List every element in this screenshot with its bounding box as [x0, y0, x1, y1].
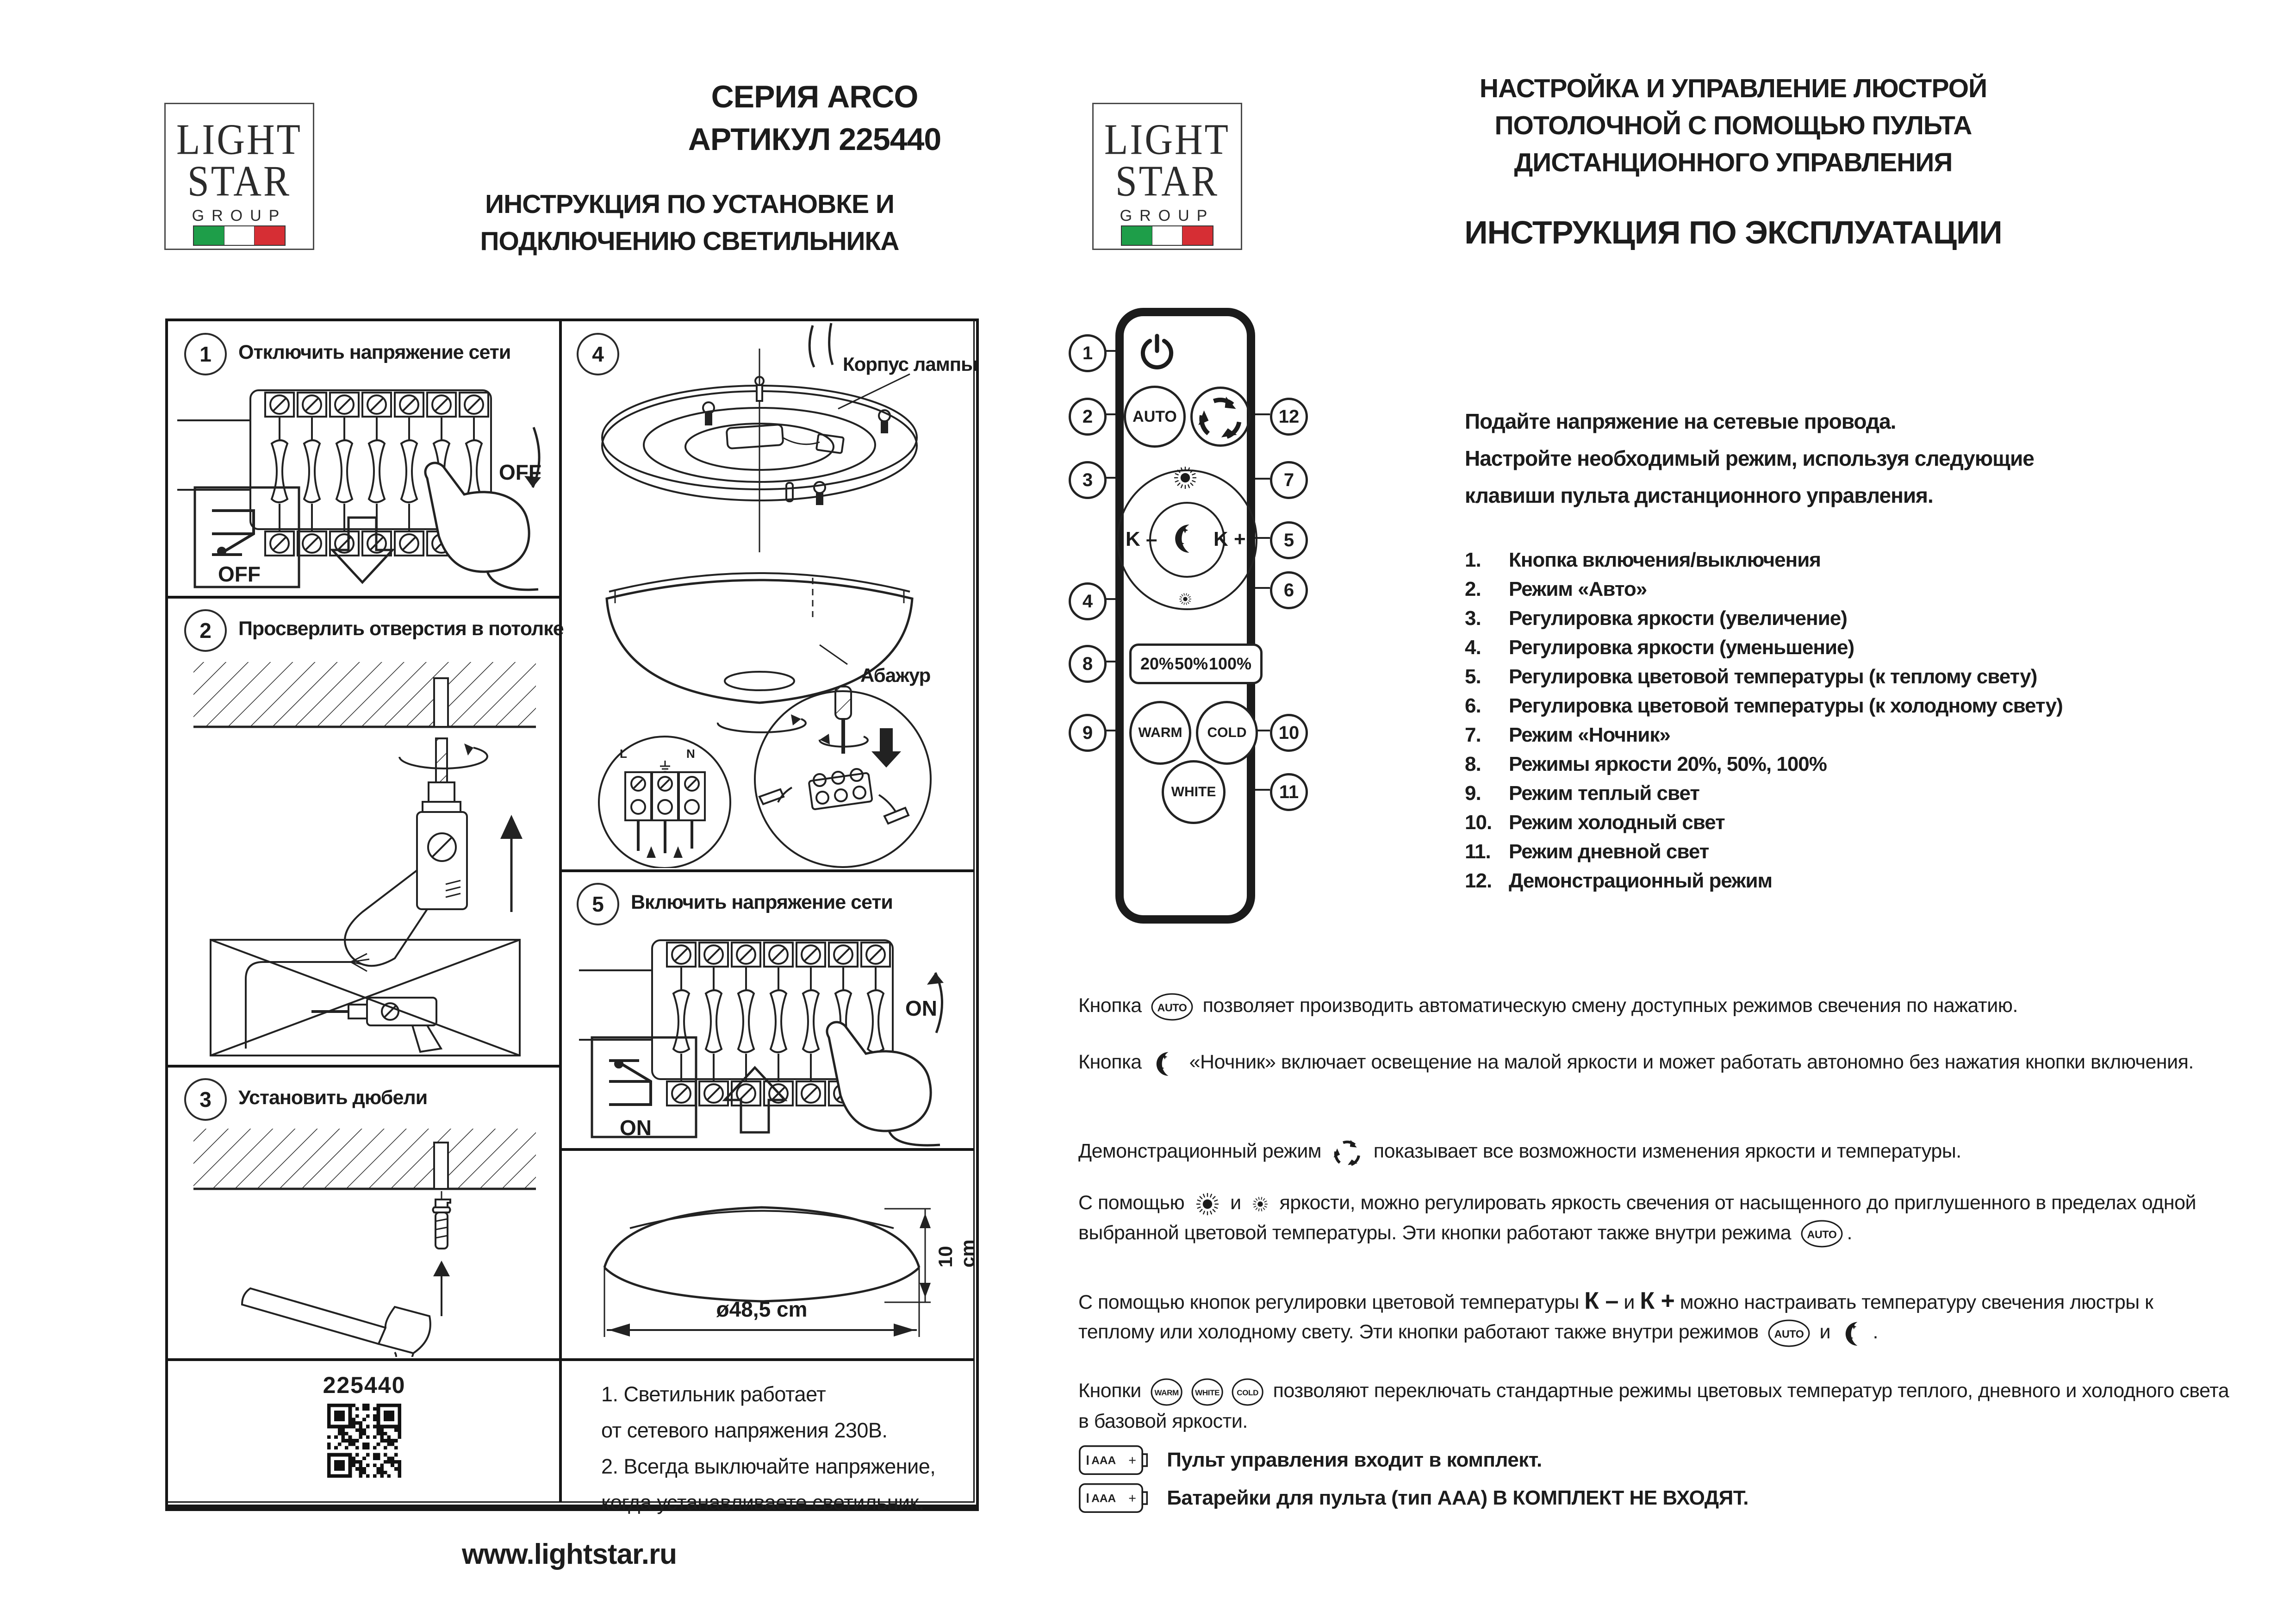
- step-1-panel: [167, 319, 562, 599]
- operation-subtitle: ИНСТРУКЦИЯ ПО ЭКСПЛУАТАЦИИ: [1464, 214, 2002, 250]
- list-item: [1465, 633, 2215, 662]
- svg-text:AUTO: AUTO: [1774, 1327, 1804, 1340]
- paragraph-text: Кнопка: [1078, 1051, 1147, 1073]
- night-mode-icon: [1168, 520, 1203, 556]
- white-button[interactable]: [1162, 760, 1226, 824]
- power-icon: [1136, 330, 1178, 372]
- paragraph-text: Кнопки: [1078, 1380, 1147, 1402]
- battery-aaa-icon: [1078, 1443, 1148, 1477]
- list-item-number: 11.: [1465, 840, 1491, 863]
- night-mode-icon[interactable]: [1168, 520, 1203, 556]
- list-item: [1465, 866, 2215, 895]
- paragraph-text: можно настраивать температуру свечения люстры к теплому или холодному свету. Эти кнопки работают также внутри режимов: [1078, 1291, 2153, 1343]
- off-label: OFF: [499, 460, 541, 484]
- white-button-icon: [1191, 1378, 1224, 1406]
- install-subtitle-2: ПОДКЛЮЧЕНИЮ СВЕТИЛЬНИКА: [480, 226, 899, 256]
- brightness-up-icon[interactable]: [1171, 464, 1199, 492]
- k-button-reference: К +: [1640, 1287, 1675, 1314]
- dimensions-panel: [559, 1148, 978, 1361]
- step-2-title: Просверлить отверстия в потолке: [238, 618, 564, 640]
- flag-red: [1182, 226, 1213, 245]
- warm-button-icon: [1150, 1378, 1183, 1406]
- list-item-text: Режим дневной свет: [1509, 840, 1709, 863]
- paragraph-3: [1078, 1135, 2231, 1169]
- list-item-number: 8.: [1465, 753, 1481, 775]
- callout-5: 5: [1270, 521, 1308, 559]
- list-item-number: 9.: [1465, 782, 1481, 805]
- power-icon: [1136, 330, 1178, 372]
- italian-flag-icon: [193, 225, 286, 246]
- cold-button[interactable]: [1196, 701, 1258, 765]
- article-title: АРТИКУЛ 225440: [688, 122, 941, 157]
- warm-button[interactable]: [1129, 701, 1191, 765]
- list-item-number: 1.: [1465, 549, 1481, 571]
- list-item-number: 2.: [1465, 578, 1481, 600]
- svg-text:WHITE: WHITE: [1195, 1388, 1220, 1397]
- power-button[interactable]: [1136, 330, 1178, 372]
- preset-50: 50%: [1174, 654, 1208, 673]
- warmpill-inline-icon: [1150, 1378, 1183, 1406]
- list-item-text: Регулировка яркости (уменьшение): [1509, 636, 1854, 659]
- terminal-l-label: L: [620, 747, 627, 761]
- step-3-title: Установить дюбели: [238, 1087, 428, 1109]
- paragraph-text: яркости, можно регулировать яркость свечения от насыщенного до приглушенного в пределах одной выбранной цветовой температуры. Эти кнопки работают также внутри режима: [1078, 1192, 2196, 1244]
- recycle-icon: [1193, 389, 1248, 444]
- list-item: [1465, 604, 2215, 633]
- paragraph-text: «Ночник» включает освещение на малой яркости и может работать автономно без нажатия кнопки включения.: [1184, 1051, 2194, 1073]
- logo-star: STAR: [1115, 157, 1219, 206]
- paragraph-2: [1078, 1047, 2231, 1078]
- lampshade-label: Абажур: [860, 664, 931, 686]
- battery-note-1: [1078, 1443, 1542, 1477]
- sun-dim-icon: [1177, 591, 1194, 607]
- paragraph-text: С помощью: [1078, 1192, 1190, 1214]
- list-item-number: 3.: [1465, 607, 1481, 630]
- battery-aaa-icon: [1078, 1481, 1148, 1515]
- list-item: [1465, 837, 2215, 866]
- lightstar-logo: [164, 103, 314, 250]
- step-4-number: 4: [577, 333, 619, 375]
- recycle-inline-icon: [1330, 1135, 1364, 1169]
- flag-white: [224, 226, 255, 245]
- step-5-number: 5: [577, 883, 619, 925]
- sunb-inline-icon: [1194, 1190, 1221, 1218]
- logo-star: STAR: [187, 157, 291, 206]
- svg-text:+: +: [1128, 1491, 1137, 1506]
- callout-6: 6: [1270, 571, 1308, 609]
- lamp-body-label: Корпус лампы: [843, 353, 977, 375]
- list-item-text: Регулировка яркости (увеличение): [1509, 607, 1847, 630]
- white-label: WHITE: [1171, 784, 1216, 800]
- svg-text:AUTO: AUTO: [1157, 1001, 1187, 1013]
- qr-code: [327, 1404, 401, 1478]
- svg-text:+: +: [1128, 1453, 1137, 1468]
- website-link: www.lightstar.ru: [462, 1538, 677, 1570]
- callout-7: 7: [1270, 461, 1308, 499]
- paragraph-4: [1078, 1188, 2231, 1248]
- list-item: [1465, 750, 2215, 779]
- list-item-text: Демонстрационный режим: [1509, 869, 1773, 892]
- list-item: [1465, 779, 2215, 808]
- callout-11: 11: [1270, 773, 1308, 811]
- remote-title-3: ДИСТАНЦИОННОГО УПРАВЛЕНИЯ: [1514, 148, 1953, 177]
- demo-button[interactable]: [1190, 387, 1251, 447]
- notes-panel: [559, 1358, 975, 1514]
- list-item-text: Режимы яркости 20%, 50%, 100%: [1509, 753, 1827, 775]
- recycle-icon: [1330, 1135, 1364, 1169]
- battery-note-2: [1078, 1481, 1748, 1515]
- autopill-inline-icon: [1767, 1319, 1811, 1348]
- sund-inline-icon: [1250, 1194, 1270, 1214]
- lamp-exploded-diagram: [560, 321, 971, 868]
- paragraph-text: и: [1225, 1192, 1247, 1214]
- k-minus-button[interactable]: K –: [1126, 528, 1157, 550]
- logo-group: GROUP: [1120, 207, 1215, 225]
- auto-button-icon: [1151, 993, 1194, 1021]
- terminal-n-label: N: [686, 747, 695, 761]
- autopill-inline-icon: [1800, 1219, 1843, 1248]
- callout-2: 2: [1069, 398, 1107, 436]
- recycle-icon: [1193, 389, 1248, 444]
- list-item: [1465, 720, 2215, 750]
- moon-inline-icon: [1151, 1049, 1180, 1078]
- drill-diagram: [168, 653, 558, 1063]
- remote-title-1: НАСТРОЙКА И УПРАВЛЕНИЕ ЛЮСТРОЙ: [1479, 74, 1987, 103]
- auto-button-icon: [1800, 1219, 1843, 1248]
- paragraph-text: и: [1814, 1321, 1836, 1343]
- intro-text: Подайте напряжение на сетевые провода. Настройте необходимый режим, используя следующие клавиши пульта дистанционного управления.: [1465, 409, 2034, 507]
- series-title: СЕРИЯ ARCO: [711, 79, 918, 114]
- list-item: [1465, 575, 2215, 604]
- paragraph-text: позволяет производить автоматическую смену доступных режимов свечения по нажатию.: [1197, 994, 2018, 1017]
- sun-bright-icon: [1171, 464, 1199, 492]
- height-dimension: 10 cm: [934, 1239, 978, 1268]
- coldpill-inline-icon: [1231, 1378, 1264, 1406]
- italian-flag-icon: [1121, 225, 1213, 246]
- auto-button[interactable]: [1124, 386, 1186, 448]
- paragraph-text: .: [1847, 1221, 1852, 1244]
- step-5-panel: [559, 869, 975, 1151]
- autopill-inline-icon: [1151, 993, 1194, 1021]
- svg-text:AAA: AAA: [1091, 1454, 1116, 1467]
- on-inset-label: ON: [620, 1116, 652, 1140]
- list-item-text: Режим «Авто»: [1509, 578, 1647, 600]
- paragraph-text: и: [1618, 1291, 1640, 1313]
- list-item-number: 12.: [1465, 869, 1492, 892]
- flag-green: [194, 226, 224, 245]
- install-subtitle-1: ИНСТРУКЦИЯ ПО УСТАНОВКЕ И: [485, 189, 894, 219]
- paragraph-1: [1078, 991, 2231, 1021]
- sun-bright-icon: [1194, 1190, 1221, 1218]
- step-3-panel: [167, 1065, 562, 1361]
- step-3-number: 3: [184, 1078, 227, 1121]
- auto-button-icon: [1767, 1319, 1811, 1348]
- list-item-text: Режим теплый свет: [1509, 782, 1699, 805]
- paragraph-6: [1078, 1376, 2231, 1436]
- lightstar-logo-2: [1092, 103, 1242, 250]
- notes-text: 1. Светильник работает от сетевого напряжения 230В. 2. Всегда выключайте напряжение, когда устанавливаете светильник.: [601, 1382, 936, 1514]
- logo-group: GROUP: [192, 207, 287, 225]
- list-item-number: 7.: [1465, 724, 1481, 746]
- moon-inline-icon: [1840, 1318, 1869, 1348]
- step-1-title: Отключить напряжение сети: [238, 341, 511, 363]
- list-item-number: 4.: [1465, 636, 1481, 659]
- battery-note-text: Пульт управления входит в комплект.: [1167, 1449, 1542, 1471]
- night-mode-icon: [1840, 1318, 1869, 1348]
- svg-text:COLD: COLD: [1237, 1388, 1258, 1397]
- auto-label: AUTO: [1132, 407, 1177, 425]
- list-item: [1465, 691, 2215, 720]
- logo-light: LIGHT: [1104, 115, 1230, 164]
- svg-text:WARM: WARM: [1154, 1388, 1179, 1397]
- brightness-down-icon[interactable]: [1177, 591, 1194, 607]
- svg-text:AAA: AAA: [1091, 1492, 1116, 1505]
- list-item-number: 5.: [1465, 665, 1481, 688]
- step-2-number: 2: [184, 609, 227, 652]
- warm-label: WARM: [1138, 725, 1182, 740]
- step-5-title: Включить напряжение сети: [631, 891, 893, 913]
- battery-aaa-icon: [1078, 1443, 1148, 1477]
- article-number: 225440: [323, 1372, 406, 1398]
- list-item: [1465, 808, 2215, 837]
- step-4-panel: [559, 319, 975, 872]
- battery-aaa-icon: [1078, 1481, 1148, 1515]
- breaker-on-diagram: [560, 922, 971, 1147]
- k-button-reference: К –: [1584, 1287, 1618, 1314]
- callout-9: 9: [1069, 714, 1107, 752]
- paragraph-text: Кнопка: [1078, 994, 1147, 1017]
- cold-button-icon: [1231, 1378, 1264, 1406]
- step-2-panel: [167, 596, 562, 1068]
- list-item-text: Регулировка цветовой температуры (к холодному свету): [1509, 694, 2063, 717]
- list-item-text: Режим холодный свет: [1509, 811, 1725, 834]
- sun-dim-icon: [1250, 1194, 1270, 1214]
- list-item-number: 10.: [1465, 811, 1492, 834]
- remote-title-2: ПОТОЛОЧНОЙ С ПОМОЩЬЮ ПУЛЬТА: [1494, 111, 1972, 140]
- preset-20: 20%: [1140, 654, 1174, 673]
- callout-4: 4: [1069, 582, 1107, 620]
- paragraph-text: .: [1873, 1321, 1878, 1343]
- whitepill-inline-icon: [1191, 1378, 1224, 1406]
- off-inset-label: OFF: [218, 562, 261, 586]
- paragraph-text: С помощью кнопок регулировки цветовой температуры: [1078, 1291, 1585, 1313]
- list-item-text: Регулировка цветовой температуры (к теплому свету): [1509, 665, 2037, 688]
- flag-green: [1122, 226, 1152, 245]
- callout-10: 10: [1270, 714, 1308, 752]
- logo-light: LIGHT: [176, 115, 302, 164]
- paragraph-text: показывает все возможности изменения яркости и температуры.: [1368, 1140, 1961, 1162]
- list-item-text: Кнопка включения/выключения: [1509, 549, 1821, 571]
- k-plus-button[interactable]: K +: [1213, 528, 1246, 550]
- night-mode-icon: [1151, 1049, 1180, 1078]
- paragraph-text: позволяют переключать стандартные режимы цветовых температур теплого, дневного и холодного света в базовой яркости.: [1078, 1380, 2229, 1432]
- paragraph-5: [1078, 1286, 2231, 1348]
- list-item: [1465, 662, 2215, 691]
- battery-note-text: Батарейки для пульта (тип AAA) В КОМПЛЕКТ НЕ ВХОДЯТ.: [1167, 1487, 1748, 1509]
- qr-panel: [167, 1358, 562, 1503]
- flag-red: [254, 226, 285, 245]
- dowel-hammer-diagram: [168, 1122, 558, 1357]
- preset-100: 100%: [1208, 654, 1251, 673]
- list-item-number: 6.: [1465, 694, 1481, 717]
- flag-white: [1152, 226, 1182, 245]
- diameter-dimension: ø48,5 cm: [716, 1297, 808, 1321]
- cold-label: COLD: [1207, 725, 1247, 740]
- callout-1: 1: [1069, 334, 1107, 372]
- list-item-text: Режим «Ночник»: [1509, 724, 1670, 746]
- list-item: [1465, 545, 2215, 575]
- callout-3: 3: [1069, 461, 1107, 499]
- svg-text:AUTO: AUTO: [1807, 1228, 1836, 1241]
- step-1-number: 1: [184, 333, 227, 375]
- on-label: ON: [905, 996, 937, 1020]
- callout-8: 8: [1069, 645, 1107, 683]
- button-function-list: [1465, 545, 2215, 895]
- brightness-presets-button[interactable]: [1129, 643, 1263, 684]
- paragraph-text: Демонстрационный режим: [1078, 1140, 1327, 1162]
- callout-12: 12: [1270, 398, 1308, 436]
- lamp-dimensions-diagram: [560, 1149, 971, 1357]
